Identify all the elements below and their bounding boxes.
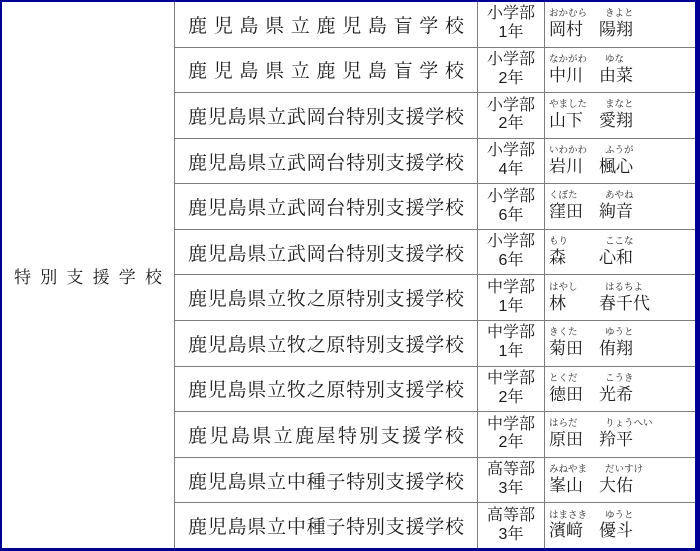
furigana-givenname: はるちよ bbox=[605, 281, 644, 293]
grade-year: 1年 bbox=[498, 24, 524, 42]
name-row bbox=[549, 66, 693, 86]
name-row bbox=[549, 111, 693, 131]
furigana-row bbox=[549, 99, 693, 111]
givenname: 陽翔 bbox=[599, 20, 633, 40]
surname: 濱﨑 bbox=[549, 521, 583, 541]
grade-dept: 小学部 bbox=[486, 142, 535, 160]
furigana-row bbox=[549, 145, 693, 157]
furigana-row bbox=[549, 236, 693, 248]
surname: 峯山 bbox=[549, 475, 583, 495]
student-name-cell bbox=[545, 275, 695, 320]
student-name-cell bbox=[545, 458, 695, 503]
furigana-surname: はらだ bbox=[549, 418, 578, 430]
student-name-cell bbox=[545, 503, 695, 548]
school-name: 鹿児島県立鹿児島盲学校 bbox=[188, 15, 464, 37]
table-row bbox=[175, 458, 695, 504]
table-row bbox=[175, 93, 695, 139]
grade-year: 1年 bbox=[498, 297, 524, 315]
name-row bbox=[549, 294, 693, 314]
surname: 林 bbox=[549, 293, 566, 313]
grade-cell bbox=[478, 139, 545, 184]
school-cell bbox=[175, 48, 478, 93]
furigana-row bbox=[549, 464, 693, 476]
school-name: 鹿児島県立武岡台特別支援学校 bbox=[188, 152, 464, 174]
givenname: 羚平 bbox=[599, 430, 633, 450]
grade-cell bbox=[478, 458, 545, 503]
grade-cell bbox=[478, 503, 545, 548]
furigana-givenname: ゆうと bbox=[605, 509, 634, 521]
name-row bbox=[549, 430, 693, 450]
student-name-cell bbox=[545, 321, 695, 366]
surname: 原田 bbox=[549, 430, 583, 450]
grade-year: 2年 bbox=[498, 115, 524, 133]
furigana-row bbox=[549, 510, 693, 522]
table-row bbox=[175, 275, 695, 321]
surname: 徳田 bbox=[549, 384, 583, 404]
givenname: 心和 bbox=[599, 247, 633, 267]
school-cell bbox=[175, 321, 478, 366]
grade-dept: 高等部 bbox=[486, 461, 535, 479]
grade-year: 2年 bbox=[498, 388, 524, 406]
grade-dept: 高等部 bbox=[486, 506, 535, 524]
student-name-cell bbox=[545, 184, 695, 229]
furigana-surname: いわかわ bbox=[549, 144, 588, 156]
grade-cell bbox=[478, 412, 545, 457]
givenname: 侑翔 bbox=[599, 339, 633, 359]
surname: 菊田 bbox=[549, 339, 583, 359]
name-row bbox=[549, 20, 693, 40]
surname: 中川 bbox=[549, 65, 583, 85]
grade-cell bbox=[478, 93, 545, 138]
furigana-row bbox=[549, 8, 693, 20]
category-cell bbox=[2, 2, 175, 548]
grade-dept: 小学部 bbox=[486, 5, 535, 23]
furigana-row bbox=[549, 282, 693, 294]
surname: 山下 bbox=[549, 111, 583, 131]
table-row bbox=[175, 230, 695, 276]
furigana-surname: はまさき bbox=[549, 509, 588, 521]
furigana-row bbox=[549, 190, 693, 202]
table-row bbox=[175, 503, 695, 548]
grade-cell bbox=[478, 230, 545, 275]
furigana-surname: なかがわ bbox=[549, 53, 588, 65]
surname: 森 bbox=[549, 247, 566, 267]
grade-dept: 小学部 bbox=[486, 187, 535, 205]
furigana-givenname: ここな bbox=[605, 236, 634, 248]
school-name: 鹿児島県立鹿屋特別支援学校 bbox=[188, 425, 464, 447]
grade-year: 2年 bbox=[498, 434, 524, 452]
school-cell bbox=[175, 458, 478, 503]
furigana-row bbox=[549, 373, 693, 385]
grade-dept: 中学部 bbox=[486, 324, 535, 342]
school-cell bbox=[175, 503, 478, 548]
grade-year: 2年 bbox=[498, 69, 524, 87]
school-name: 鹿児島県立武岡台特別支援学校 bbox=[188, 106, 464, 128]
school-name: 鹿児島県立牧之原特別支援学校 bbox=[188, 380, 464, 402]
school-cell bbox=[175, 139, 478, 184]
school-name: 鹿児島県立中種子特別支援学校 bbox=[188, 471, 464, 493]
furigana-givenname: ゆうと bbox=[605, 327, 634, 339]
grade-cell bbox=[478, 367, 545, 412]
name-row bbox=[549, 157, 693, 177]
student-name-cell bbox=[545, 93, 695, 138]
furigana-surname: はやし bbox=[549, 281, 578, 293]
furigana-row bbox=[549, 54, 693, 66]
school-cell bbox=[175, 367, 478, 412]
grade-year: 6年 bbox=[498, 206, 524, 224]
grade-year: 3年 bbox=[498, 525, 524, 543]
furigana-givenname: こうき bbox=[605, 372, 634, 384]
student-name-cell bbox=[545, 2, 695, 47]
givenname: 光希 bbox=[599, 384, 633, 404]
furigana-givenname: きよと bbox=[605, 8, 634, 20]
name-row bbox=[549, 202, 693, 222]
school-name: 鹿児島県立鹿児島盲学校 bbox=[188, 61, 464, 83]
school-cell bbox=[175, 184, 478, 229]
table-row bbox=[175, 367, 695, 413]
grade-dept: 中学部 bbox=[486, 415, 535, 433]
table-row bbox=[175, 2, 695, 48]
school-name: 鹿児島県立中種子特別支援学校 bbox=[188, 517, 464, 539]
grade-year: 4年 bbox=[498, 161, 524, 179]
grade-dept: 小学部 bbox=[486, 233, 535, 251]
furigana-row bbox=[549, 418, 693, 430]
name-row bbox=[549, 248, 693, 268]
givenname: 由菜 bbox=[599, 65, 633, 85]
grade-dept: 中学部 bbox=[486, 370, 535, 388]
grade-year: 6年 bbox=[498, 252, 524, 270]
furigana-givenname: ゆな bbox=[605, 53, 625, 65]
name-row bbox=[549, 385, 693, 405]
grade-cell bbox=[478, 2, 545, 47]
furigana-surname: みねやま bbox=[549, 463, 588, 475]
school-cell bbox=[175, 412, 478, 457]
givenname: 春千代 bbox=[599, 293, 650, 313]
givenname: 優斗 bbox=[599, 521, 633, 541]
furigana-surname: とくだ bbox=[549, 372, 578, 384]
grade-cell bbox=[478, 48, 545, 93]
givenname: 絢音 bbox=[599, 202, 633, 222]
furigana-surname: おかむら bbox=[549, 8, 588, 20]
givenname: 楓心 bbox=[599, 156, 633, 176]
category-label: 特別支援学校 bbox=[14, 267, 162, 287]
surname: 岩川 bbox=[549, 156, 583, 176]
student-name-cell bbox=[545, 367, 695, 412]
school-cell bbox=[175, 275, 478, 320]
furigana-surname: くぼた bbox=[549, 190, 578, 202]
name-row bbox=[549, 339, 693, 359]
school-name: 鹿児島県立牧之原特別支援学校 bbox=[188, 334, 464, 356]
table-row bbox=[175, 321, 695, 367]
table-row bbox=[175, 48, 695, 94]
school-cell bbox=[175, 2, 478, 47]
furigana-givenname: ふうが bbox=[605, 144, 634, 156]
student-name-cell bbox=[545, 412, 695, 457]
furigana-surname: もり bbox=[549, 236, 569, 248]
school-name: 鹿児島県立武岡台特別支援学校 bbox=[188, 243, 464, 265]
furigana-givenname: まなと bbox=[605, 99, 634, 111]
surname: 岡村 bbox=[549, 20, 583, 40]
name-row bbox=[549, 521, 693, 541]
furigana-givenname: りょうへい bbox=[605, 418, 653, 430]
grade-cell bbox=[478, 184, 545, 229]
furigana-surname: やました bbox=[549, 99, 588, 111]
school-cell bbox=[175, 230, 478, 275]
school-cell bbox=[175, 93, 478, 138]
grade-cell bbox=[478, 321, 545, 366]
surname: 窪田 bbox=[549, 202, 583, 222]
furigana-givenname: だいすけ bbox=[605, 463, 644, 475]
grade-dept: 小学部 bbox=[486, 50, 535, 68]
grade-dept: 小学部 bbox=[486, 96, 535, 114]
student-name-cell bbox=[545, 139, 695, 184]
student-name-cell bbox=[545, 230, 695, 275]
givenname: 愛翔 bbox=[599, 111, 633, 131]
school-name: 鹿児島県立武岡台特別支援学校 bbox=[188, 198, 464, 220]
table-row bbox=[175, 139, 695, 185]
furigana-givenname: あやね bbox=[605, 190, 634, 202]
table-row bbox=[175, 412, 695, 458]
furigana-row bbox=[549, 327, 693, 339]
grade-dept: 中学部 bbox=[486, 278, 535, 296]
school-name: 鹿児島県立牧之原特別支援学校 bbox=[188, 289, 464, 311]
table-body bbox=[175, 2, 695, 548]
grade-cell bbox=[478, 275, 545, 320]
name-row bbox=[549, 476, 693, 496]
grade-year: 3年 bbox=[498, 480, 524, 498]
furigana-surname: きくた bbox=[549, 327, 578, 339]
student-name-cell bbox=[545, 48, 695, 93]
givenname: 大佑 bbox=[599, 475, 633, 495]
table-row bbox=[175, 184, 695, 230]
grade-year: 1年 bbox=[498, 343, 524, 361]
